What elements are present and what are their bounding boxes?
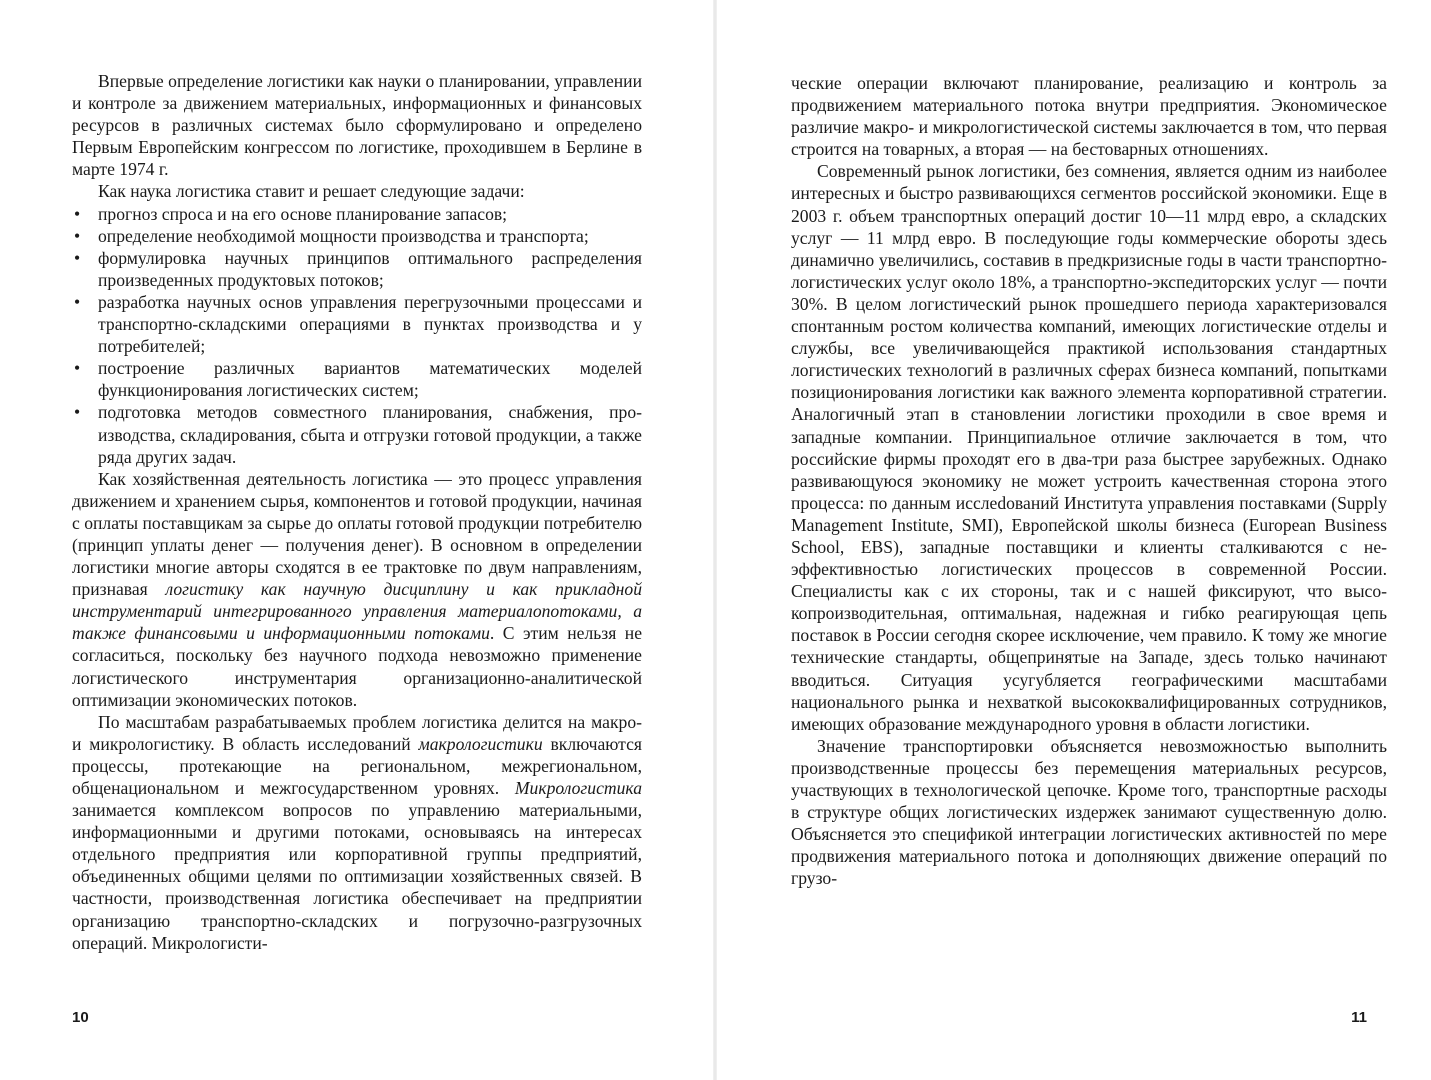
paragraph-scale <box>72 711 642 954</box>
list-item-text: формулировка научных принципов оптимального распределения произведенных продуктовых потоков; <box>98 247 642 290</box>
list-item-text: разработка научных основ управления перегрузочными процессами и транспортно-складскими операциями в пунктах производства и у потребителей; <box>98 291 642 357</box>
left-page <box>0 0 715 1080</box>
paragraph-market: Современный рынок логистики, без сомнения, является одним из наиболее интересных и быстро развивающихся сегментов российской экономики. Еще в 2003 г. объем транспортных операций достиг 10—11 млрд евро, а складских услуг — 11 млрд евро. В последующие годы коммерческие обороты здесь динамично увеличились, составив в предкризисные годы в части транспортно-логистических услуг около 18%, а транспортно-экспедиторских услуг — почти 30%. В целом логистический рынок прошедшего периода характеризовался спонтанным ростом количества компаний, имеющих логистические отделы и службы, все увеличивающейся практикой использования стандартных логистических технологий в различных сферах бизнеса компаний, попытками позиционирования логистики как важного элемента корпоративной стратегии. Аналогичный этап в становлении логистики проходили в свое время и западные компании. Принципиальное отличие заключается в том, что российские фирмы проходят его в два-три раза быстрее зарубежных. Однако развивающуюся экономику не может устроить качественная сторона этого процесса: по данным исслеdований Института управления поставками (Supply Management Institute, SMI), Европейской школы бизнеса (European Business School, EBS), западные поставщики и клиенты сталкиваются с неэффективностью логистических процессов в современной России. Специалисты как с их стороны, так и с нашей фиксируют, что высокопроизводительная, оптимальная, надежная и гибко реагирующая цепь поставок в России сегодня скорее исключение, чем правило. К тому же многие технические стандарты, общепринятые на Западе, здесь только начинают вводиться. Ситуация усугубляется географическими масштабами национального рынка и нехваткой высококвалифицированных сотрудников, имеющих образование международного уровня в области логистики. <box>791 161 1387 734</box>
activity-text-b: . С этим нельзя не согласиться, поскольку без научного подхода невозможно применение логистического инструментария организационно-аналитической оптимизации экономических потоков. <box>72 623 642 710</box>
scale-text-c: занимается комплексом вопросов по управлению материальными, информационными и другими потоками, основываясь на интересах отдельного предприятия или корпоративной группы предприятий, объединенных общими целями по оптимизации хозяйственных связей. В частности, производственная логистика обеспечивает на предприятии организацию транспортно-складских и погрузочно-разгрузочных операций. Микрологисти- <box>72 800 642 953</box>
list-item <box>72 357 642 401</box>
list-item <box>72 401 642 467</box>
page-number-left: 10 <box>72 1009 89 1026</box>
scale-emphasis-micro: Микрологистика <box>514 778 642 798</box>
scale-emphasis-macro: макрологистики <box>418 733 543 754</box>
list-item <box>72 225 642 247</box>
list-item-text: построение различных вариантов математических моделей функционирования логистических систем; <box>98 358 642 401</box>
list-item-text: прогноз спроса и на его основе планирование запасов; <box>98 203 508 224</box>
list-item-text: подготовка методов совместного планирования, снабжения, производства, складирования, сбыта и отгрузки готовой продукции, а также ряда других задач. <box>98 402 642 467</box>
paragraph-transport: Значение транспортировки объясняется невозможностью выполнить производственные процессы без перемещения материальных ресурсов, участвующих в технологической цепочке. Кроме того, транспортные расходы в структуре общих логистических издержек занимают существенную долю. Объясняется это спецификой интеграции логистических активностей по мере продвижения материального потока и дополняющих движение операций по грузо- <box>791 735 1387 889</box>
right-page <box>715 0 1431 1080</box>
bullet-icon: • <box>74 247 81 268</box>
bullet-icon: • <box>74 358 81 379</box>
paragraph-activity <box>72 468 642 711</box>
scale-text-a: По масштабам разрабатываемых проблем логистика делится на макро- и микрологистику. В область исследований <box>72 711 642 754</box>
list-item <box>72 247 642 291</box>
list-item <box>72 291 642 357</box>
right-page-text-column <box>791 72 1387 889</box>
activity-emphasis: логистику как научную дисциплину и как прикладной инструментарий интегрированного управления материалопотоками, а также финансовыми и информационными потоками <box>72 579 642 644</box>
scale-text-b: включаются процессы, протекающие на региональном, межрегиональном, общенациональном и межгосударственном уровнях. <box>72 733 642 798</box>
bullet-icon: • <box>74 402 81 423</box>
paragraph-continuation: ческие операции включают планирование, реализацию и контроль за продвижением материального потока внутри предприятия. Экономическое различие макро- и микрологистической системы заключается в том, что первая строится на товарных, а вторая — на бестоварных отношениях. <box>791 73 1387 160</box>
page-number-right: 11 <box>1351 1009 1367 1026</box>
paragraph-tasks-lead: Как наука логистика ставит и решает следующие задачи: <box>98 181 525 202</box>
list-item-text: определение необходимой мощности производства и транспорта; <box>98 225 589 246</box>
paragraph-intro: Впервые определение логистики как науки о планировании, управлении и контроле за движением материальных, информационных и финансовых ресурсов в различных системах было сформулировано и определено Первым Европейским конгрессом по логистике, проходившем в Берлине в марте 1974 г. <box>72 71 642 180</box>
left-page-text-column <box>72 70 642 954</box>
bullet-icon: • <box>74 225 81 246</box>
bullet-icon: • <box>74 291 81 312</box>
list-item <box>72 203 642 225</box>
tasks-list <box>72 203 642 468</box>
bullet-icon: • <box>74 203 81 224</box>
activity-text-a: Как хозяйственная деятельность логистика — это процесс управления движением и хранением сырья, компонентов и готовой продукции, начиная с оплаты поставщикам за сырье до оплаты готовой продукции потребителю (принцип уплаты денег — получения денег). В основном в определении логистики многие авторы сходятся в ее трактовке по двум направлениям, признавая <box>72 468 642 600</box>
